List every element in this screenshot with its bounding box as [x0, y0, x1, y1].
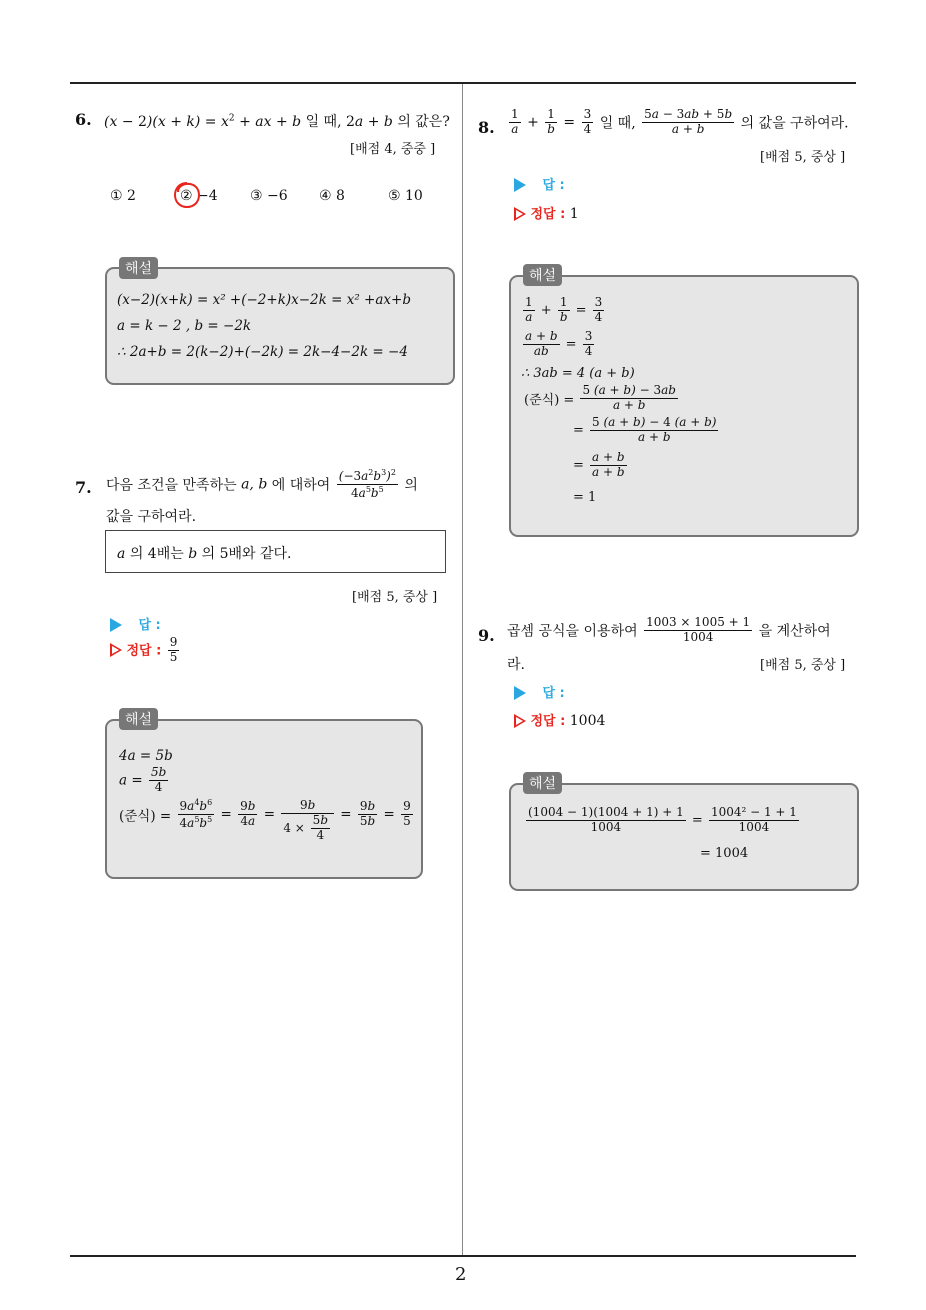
correct-arrow-icon [110, 643, 122, 657]
q6-choice-3: ③ −6 [250, 188, 288, 204]
q8-score: [배점 5, 중상 ] [760, 150, 846, 165]
q7-sol-l2-frac [149, 766, 168, 795]
q6-choice-2: ② −4 [180, 188, 218, 204]
q7-condition-b: 의 5배와 같다. [201, 546, 292, 562]
q7-sol-l2-num: 5b [150, 765, 167, 779]
q7-answer-num: 9 [169, 635, 178, 649]
q8-sol-line-7: = 1 [573, 490, 597, 505]
correct-arrow-icon [514, 207, 526, 221]
q8-text-mid: 일 때, [599, 115, 636, 132]
q8-answer-label: 답 : [542, 178, 565, 193]
q8-solution-tag: 해설 [523, 264, 562, 286]
answer-arrow-icon [514, 686, 526, 700]
q7-sol-l2-den: 4 [149, 780, 168, 795]
q6-solution-tag: 해설 [119, 257, 158, 279]
q9-sol-den1: 1004 [526, 820, 686, 835]
q7-text-line2: 값을 구하여라. [106, 509, 197, 525]
q8-sol-l4-label: (준식) = [524, 392, 575, 408]
q7-text-a: 다음 조건을 만족하는 [106, 477, 237, 494]
q9-answer-row [514, 682, 565, 701]
q9-text-b: 을 계산하여 [758, 623, 831, 640]
q7-sol-line-3: (준식) = $\frac{9a^4b^6}{4a^5b^5}$ = $\frac{9b}{4a}$ = 9b 4 × $\frac{5b}{4}$ = $\frac{9b}{5b}$ = $\frac{9}{5}$ [119, 798, 411, 842]
q6-question: $(x - 2)(x + k) = x^2$ + ax + b 일 때, 2a + b 의 값은? [104, 113, 450, 130]
q9-expression [644, 616, 752, 645]
q9-sol-num1: (1004 − 1)(1004 + 1) + 1 [528, 805, 684, 819]
q8-text-end: 의 값을 구하여라. [740, 115, 849, 132]
q9-sol-line-1: $\frac{(1004 - 1)(1004 + 1) + 1}{1004}$ = $\frac{\text{1004² − 1 + 1}}{1004}$ [528, 805, 797, 834]
q8-sol-line-2: $\frac{a + b}{ab}$ = $\frac{3}{4}$ [525, 329, 593, 358]
q7-answer-den: 5 [169, 649, 178, 664]
q7-question: 다음 조건을 만족하는 a, b 에 대하여 $\frac{(-3a^2b^3)^2}{4a^5b^5}$ 의 [106, 468, 418, 500]
q9-frac-den: 1004 [644, 630, 752, 645]
q9-number: 9. [478, 626, 495, 645]
q7-answer-row [110, 614, 161, 633]
q9-correct-row [514, 710, 605, 729]
q6-sol-line-1: (x−2)(x+k) = x² +(−2+k)x−2k = x² +ax+b [117, 292, 411, 308]
q8-answer-value: 1 [569, 206, 579, 222]
q6-choice-1: ① 2 [110, 188, 136, 204]
q6-text-mid: 일 때, [305, 114, 342, 130]
q6-sol-line-2: a = k − 2 , b = −2k [117, 318, 252, 334]
q7-sol-l2-lhs: a = [119, 772, 143, 789]
q7-text-b: 에 대하여 [271, 477, 331, 494]
answer-arrow-icon [514, 178, 526, 192]
q7-sol-l3-label: (준식) = [119, 808, 172, 825]
q7-condition: a 의 4배는 b 의 5배와 같다. [117, 546, 292, 562]
q9-correct-label: 정답 : [530, 714, 566, 729]
q7-answer-value [168, 636, 180, 665]
q6-choice-4: ④ 8 [319, 188, 345, 204]
q8-answer-row [514, 174, 565, 193]
q9-score: [배점 5, 중상 ] [760, 658, 846, 673]
correct-arrow-icon [514, 714, 526, 728]
q7-expression: $\frac{(-3a^2b^3)^2}{4a^5b^5}$ [338, 468, 396, 500]
q6-sol-line-3: ∴ 2a+b = 2(k−2)+(−2k) = 2k−4−2k = −4 [117, 344, 408, 360]
q9-text-a: 곱셈 공식을 이용하여 [507, 623, 638, 640]
q7-answer-label: 답 : [138, 618, 161, 633]
q8-sol-line-3: ∴ 3ab = 4 (a + b) [521, 366, 635, 381]
q6-choice-5: ⑤ 10 [388, 188, 423, 204]
q8-correct-label: 정답 : [530, 207, 566, 222]
q9-frac-num: 1003 × 1005 + 1 [646, 615, 751, 629]
q8-question: $\frac{1}{a}$ + $\frac{1}{b}$ = $\frac{3}{4}$ 일 때, $\frac{5a - 3ab + 5b}{a + b}$ 의 값을 구하여라. [511, 107, 849, 136]
q9-solution-tag: 해설 [523, 772, 562, 794]
answer-arrow-icon [110, 618, 122, 632]
q9-text-line2: 라. [507, 657, 525, 673]
top-rule [70, 82, 856, 84]
q7-correct-label: 정답 : [126, 643, 162, 659]
q8-sol-line-1: $\frac{1}{a}$ + $\frac{1}{b}$ = $\frac{3}{4}$ [525, 295, 603, 324]
q9-solution-box [509, 783, 859, 891]
q6-number: 6. [75, 110, 92, 129]
column-divider [462, 84, 463, 1256]
q7-correct-row [110, 636, 181, 665]
q7-condition-a: 의 4배는 [129, 546, 184, 562]
q9-sol-den2: 1004 [709, 820, 799, 835]
q8-number: 8. [478, 118, 495, 137]
q6-text-end: 의 값은? [397, 114, 450, 130]
q8-correct-row [514, 203, 579, 222]
page-number: 2 [455, 1264, 467, 1285]
q9-sol-num2: 1004² − 1 + 1 [710, 805, 797, 819]
q9-question [507, 616, 831, 645]
q7-sol-line-2 [119, 766, 170, 795]
q8-sol-line-5: = $\frac{5 (a + b) - 4 (a + b)}{a + b}$ [573, 415, 717, 444]
q8-sol-line-4: (준식) = $\frac{5 (a + b) - 3ab}{a + b}$ [524, 383, 676, 412]
q7-score: [배점 5, 중상 ] [352, 590, 438, 605]
q6-score: [배점 4, 중중 ] [350, 142, 436, 157]
q9-answer-value: 1004 [569, 713, 606, 729]
q7-number: 7. [75, 478, 92, 497]
q6-red-circle-mark [172, 180, 202, 210]
q7-text-c: 의 [404, 477, 418, 494]
bottom-rule [70, 1255, 856, 1257]
q7-solution-tag: 해설 [119, 708, 158, 730]
q9-sol-line-2: = 1004 [700, 846, 749, 861]
q7-sol-line-1: 4a = 5b [119, 748, 173, 764]
q8-sol-line-6: = $\frac{a + b}{a + b}$ [573, 450, 625, 479]
q9-answer-label: 답 : [542, 686, 565, 701]
